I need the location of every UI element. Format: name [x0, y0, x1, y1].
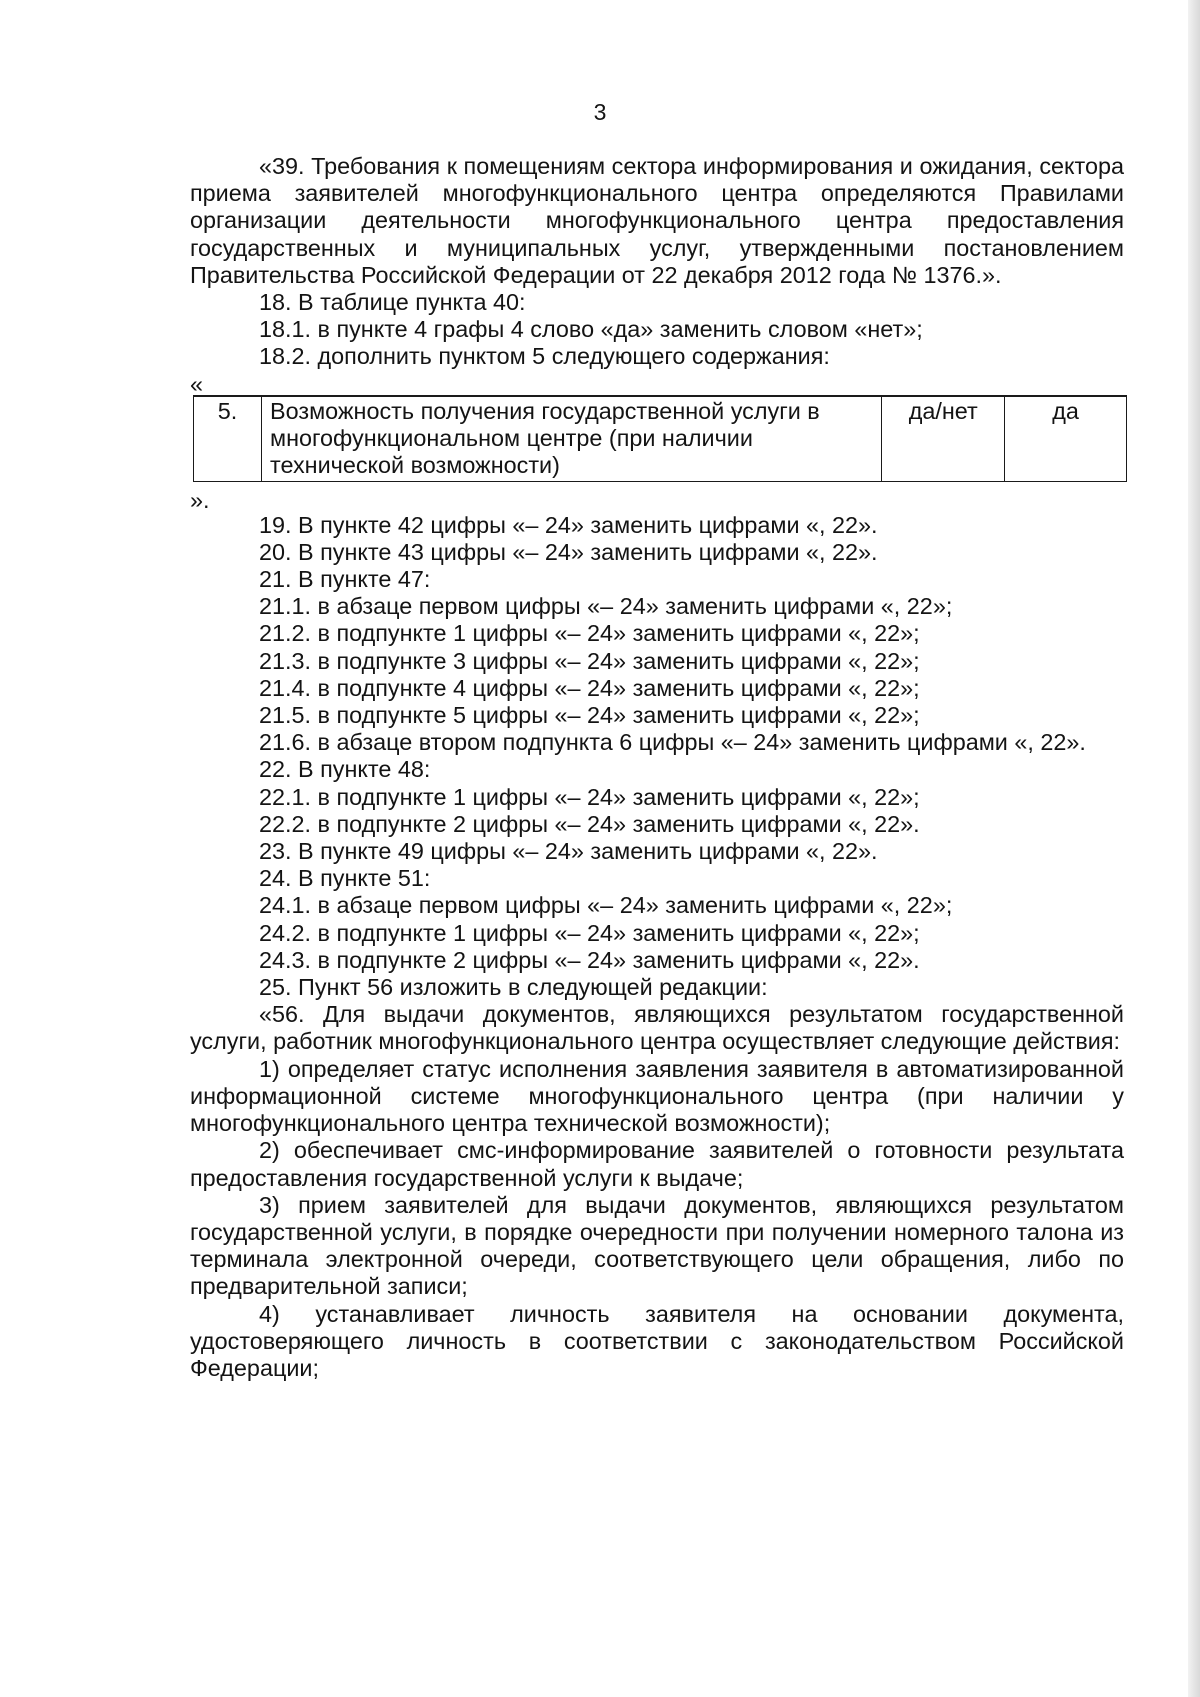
paragraph-21-1: 21.1. в абзаце первом цифры «– 24» заменить цифрами «, 22»; — [259, 593, 953, 620]
page-number: 3 — [593, 99, 607, 125]
table-open-quote: « — [190, 370, 204, 397]
paragraph-56-item-4: 4) устанавливает личность заявителя на основании документа, удостоверяющего личность в соответствии с законодательством Российской Федерации; — [190, 1300, 1124, 1381]
paragraph-21-5: 21.5. в подпункте 5 цифры «– 24» заменить цифрами «, 22»; — [259, 702, 920, 729]
paragraph-22: 22. В пункте 48: — [259, 756, 431, 783]
page-edge-shadow — [1188, 0, 1200, 1697]
paragraph-21-4: 21.4. в подпункте 4 цифры «– 24» заменить цифрами «, 22»; — [259, 674, 920, 701]
paragraph-56-item-3: 3) прием заявителей для выдачи документов, являющихся результатом государственной услуги, в порядке очередности при получении номерного талона из терминала электронной очереди, соответствующего цели обращения, либо по предварительной записи; — [190, 1191, 1124, 1300]
paragraph-56-item-1: 1) определяет статус исполнения заявления заявителя в автоматизированной информационной системе многофункционального центра (при наличии у многофункционального центра технической возможности); — [190, 1055, 1124, 1137]
paragraph-18-2: 18.2. дополнить пунктом 5 следующего содержания: — [259, 343, 830, 370]
table-cell-value-type: да/нет — [882, 396, 1005, 482]
paragraph-21: 21. В пункте 47: — [259, 566, 431, 593]
document-body — [190, 153, 1124, 1382]
paragraph-21-6: 21.6. в абзаце втором подпункта 6 цифры «– 24» заменить цифрами «, 22». — [259, 729, 1086, 756]
paragraph-56: «56. Для выдачи документов, являющихся результатом государственной услуги, работник многофункционального центра осуществляет следующие действия: — [190, 1001, 1124, 1055]
table-cell-number: 5. — [194, 396, 262, 482]
paragraph-22-1: 22.1. в подпункте 1 цифры «– 24» заменить цифрами «, 22»; — [259, 783, 920, 810]
paragraph-21-2: 21.2. в подпункте 1 цифры «– 24» заменить цифрами «, 22»; — [259, 620, 920, 647]
paragraph-18-1: 18.1. в пункте 4 графы 4 слово «да» заменить словом «нет»; — [259, 316, 923, 343]
paragraph-24-3: 24.3. в подпункте 2 цифры «– 24» заменить цифрами «, 22». — [259, 946, 920, 973]
paragraph-21-3: 21.3. в подпункте 3 цифры «– 24» заменить цифрами «, 22»; — [259, 647, 920, 674]
paragraph-18: 18. В таблице пункта 40: — [259, 289, 526, 316]
paragraph-39: «39. Требования к помещениям сектора информирования и ожидания, сектора приема заявителей многофункционального центра определяются Правилами организации деятельности многофункционального центра предоставления государственных и муниципальных услуг, утвержденными постановлением Правительства Российской Федерации от 22 декабря 2012 года № 1376.». — [190, 153, 1124, 288]
paragraph-25: 25. Пункт 56 изложить в следующей редакции: — [259, 974, 768, 1001]
table-close-quote: ». — [190, 486, 210, 513]
paragraph-24-2: 24.2. в подпункте 1 цифры «– 24» заменить цифрами «, 22»; — [259, 919, 920, 946]
table-row — [194, 396, 1127, 482]
paragraph-20: 20. В пункте 43 цифры «– 24» заменить цифрами «, 22». — [259, 538, 878, 565]
paragraph-24: 24. В пункте 51: — [259, 865, 431, 892]
table-cell-answer: да — [1005, 396, 1127, 482]
table-cell-description: Возможность получения государственной услуги в многофункциональном центре (при наличии технической возможности) — [262, 396, 882, 482]
paragraph-19: 19. В пункте 42 цифры «– 24» заменить цифрами «, 22». — [259, 511, 878, 538]
paragraph-56-item-2: 2) обеспечивает смс-информирование заявителей о готовности результата предоставления государственной услуги к выдаче; — [190, 1137, 1124, 1191]
paragraph-24-1: 24.1. в абзаце первом цифры «– 24» заменить цифрами «, 22»; — [259, 892, 953, 919]
amendment-table — [193, 395, 1127, 482]
paragraph-22-2: 22.2. в подпункте 2 цифры «– 24» заменить цифрами «, 22». — [259, 810, 920, 837]
paragraph-23: 23. В пункте 49 цифры «– 24» заменить цифрами «, 22». — [259, 838, 878, 865]
